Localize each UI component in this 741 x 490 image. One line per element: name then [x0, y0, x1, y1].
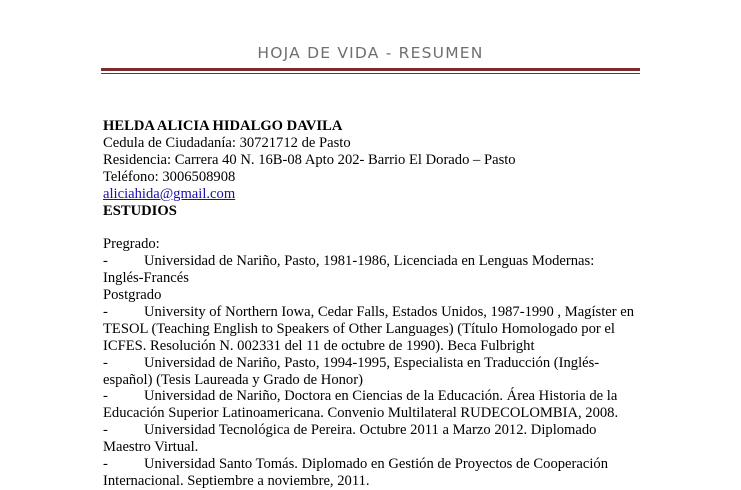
study-item-text: Universidad Santo Tomás. Diplomado en Gestión de Proyectos de Cooperación: [144, 456, 608, 473]
study-item-text: ICFES. Resolución N. 002331 del 11 de octubre de 1990). Beca Fulbright: [103, 337, 535, 354]
study-item-line: [103, 372, 643, 389]
bullet-dash: -: [103, 422, 108, 439]
study-item-line: [103, 405, 643, 422]
pregrado-list: [103, 253, 643, 287]
bullet-dash: -: [103, 388, 108, 405]
study-item-text: Internacional. Septiembre a noviembre, 2011.: [103, 473, 370, 490]
header-rule-thick: [101, 68, 640, 71]
postgrado-list: [103, 304, 643, 490]
address-line: Residencia: Carrera 40 N. 16B-08 Apto 202- Barrio El Dorado – Pasto: [103, 151, 516, 168]
header-rule-thin: [101, 73, 640, 74]
person-name: HELDA ALICIA HIDALGO DAVILA: [103, 118, 343, 134]
bullet-dash: -: [103, 456, 108, 473]
study-item-text: Universidad Tecnológica de Pereira. Octubre 2011 a Marzo 2012. Diplomado: [144, 422, 597, 439]
studies-heading: ESTUDIOS: [103, 202, 177, 219]
pregrado-label: Pregrado:: [103, 236, 160, 253]
study-item-text: University of Northern Iowa, Cedar Falls, Estados Unidos, 1987-1990 , Magíster en: [144, 303, 635, 320]
page-header-title: HOJA DE VIDA - RESUMEN: [257, 44, 484, 62]
study-item-text: Educación Superior Latinoamericana. Convenio Multilateral RUDECOLOMBIA, 2008.: [103, 405, 619, 422]
study-item-line: [103, 456, 643, 473]
study-item-text: Universidad de Nariño, Doctora en Ciencias de la Educación. Área Historia de la: [144, 388, 618, 405]
study-item-line: [103, 473, 643, 490]
study-item-line: [103, 321, 643, 338]
resume-body: [103, 118, 643, 490]
phone-line: Teléfono: 3006508908: [103, 168, 236, 185]
email-link[interactable]: aliciahida@gmail.com: [103, 185, 236, 202]
postgrado-label: Postgrado: [103, 287, 162, 304]
study-item-line: [103, 253, 643, 270]
study-item-line: [103, 338, 643, 355]
study-item-text: Universidad de Nariño, Pasto, 1994-1995, Especialista en Traducción (Inglés-: [144, 354, 600, 371]
study-item-text: TESOL (Teaching English to Speakers of Other Languages) (Título Homologado por el: [103, 320, 615, 337]
study-item-line: [103, 355, 643, 372]
bullet-dash: -: [103, 303, 108, 320]
bullet-dash: -: [103, 354, 108, 371]
study-item-line: [103, 388, 643, 405]
study-item-line: [103, 270, 643, 287]
bullet-dash: -: [103, 253, 108, 270]
study-item-text: Maestro Virtual.: [103, 439, 199, 456]
id-line: Cedula de Ciudadanía: 30721712 de Pasto: [103, 134, 351, 151]
study-item-text: español) (Tesis Laureada y Grado de Honor): [103, 371, 363, 388]
study-item-line: [103, 304, 643, 321]
study-item-line: [103, 422, 643, 439]
spacer: [103, 219, 643, 236]
study-item-line: [103, 439, 643, 456]
study-item-text: Inglés-Francés: [103, 270, 189, 287]
study-item-text: Universidad de Nariño, Pasto, 1981-1986, Licenciada en Lenguas Modernas:: [144, 253, 595, 270]
